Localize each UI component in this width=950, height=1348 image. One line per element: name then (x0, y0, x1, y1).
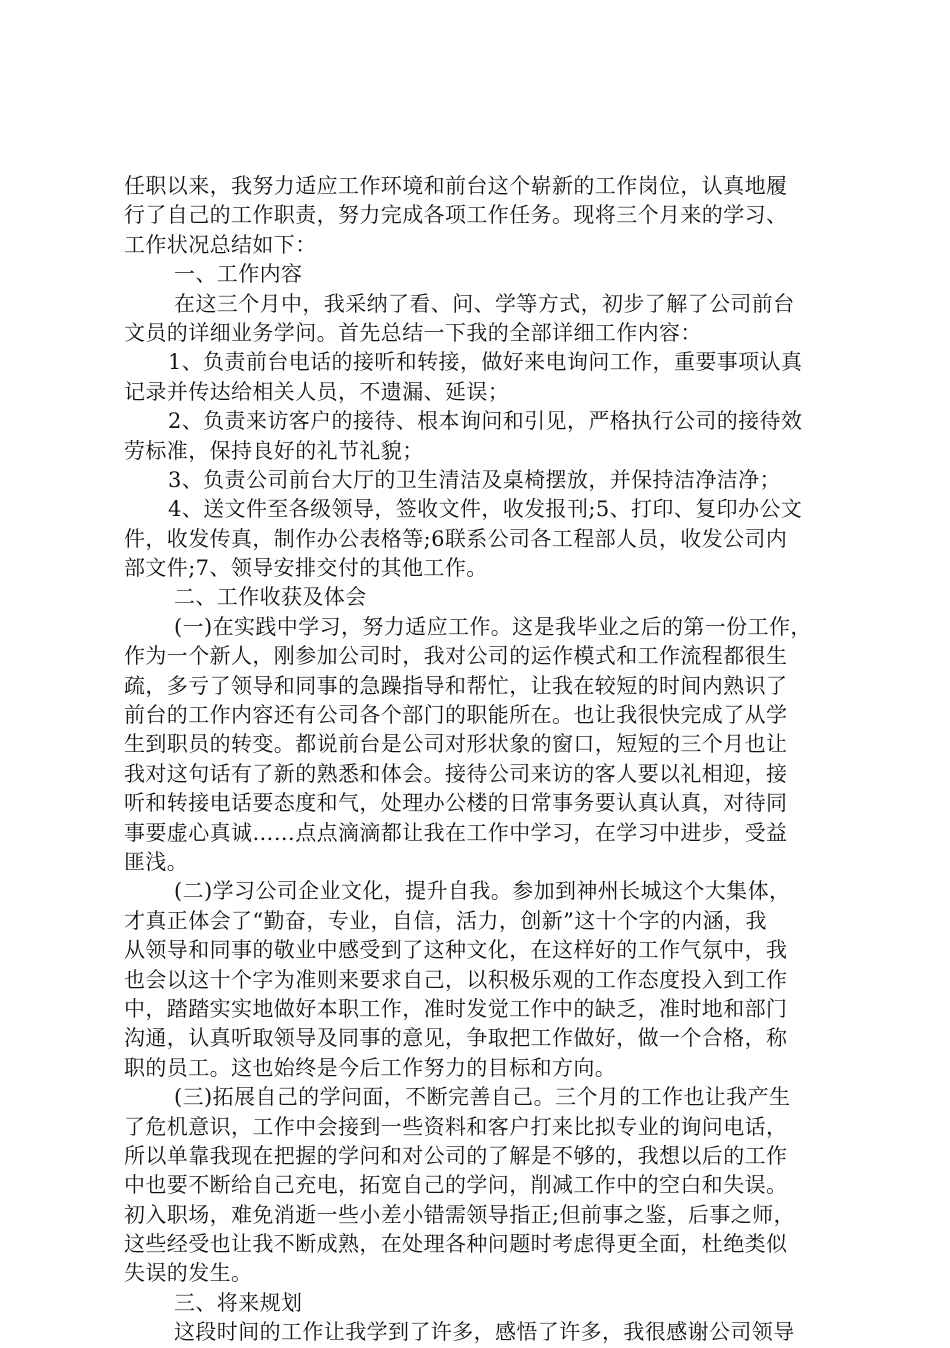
text-line: 我对这句话有了新的熟悉和体会。接待公司来访的客人要以礼相迎，接 (124, 761, 788, 786)
text-line: (二)学习公司企业文化，提升自我。参加到神州长城这个大集体， (174, 879, 791, 904)
text-line: 中也要不断给自己充电，拓宽自己的学问，削减工作中的空白和失误。 (124, 1173, 788, 1198)
text-line: 1、负责前台电话的接听和转接，做好来电询问工作，重要事项认真 (168, 350, 803, 375)
text-line: 这段时间的工作让我学到了许多，感悟了许多，我很感谢公司领导 (174, 1320, 795, 1345)
text-line: 匪浅。 (124, 849, 189, 874)
text-line: 职的员工。这也始终是今后工作努力的目标和方向。 (124, 1055, 617, 1080)
text-line: (一)在实践中学习，努力适应工作。这是我毕业之后的第一份工作， (174, 614, 812, 639)
text-line: 才真正体会了“勤奋，专业，自信，活力，创新”这十个字的内涵，我 (124, 908, 767, 933)
text-line: 疏，多亏了领导和同事的急躁指导和帮忙，让我在较短的时间内熟识了 (124, 673, 788, 698)
text-line: 3、负责公司前台大厅的卫生清洁及桌椅摆放，并保持洁净洁净； (168, 467, 781, 492)
text-line: 中，踏踏实实地做好本职工作，准时发觉工作中的缺乏，准时地和部门 (124, 996, 788, 1021)
text-line: 了危机意识，工作中会接到一些资料和客户打来比拟专业的询问电话， (124, 1114, 788, 1139)
text-line: 行了自己的工作职责，努力完成各项工作任务。现将三个月来的学习、 (124, 203, 788, 228)
text-line: 前台的工作内容还有公司各个部门的职能所在。也让我很快完成了从学 (124, 703, 788, 728)
text-line: 从领导和同事的敬业中感受到了这种文化，在这样好的工作气氛中，我 (124, 938, 788, 963)
text-line: 事要虚心真诚……点点滴滴都让我在工作中学习，在学习中进步，受益 (124, 820, 788, 845)
text-line: 生到职员的转变。都说前台是公司对形状象的窗口，短短的三个月也让 (124, 732, 788, 757)
text-line: 这些经受也让我不断成熟，在处理各种问题时考虑得更全面，杜绝类似 (124, 1232, 788, 1257)
text-line: 作为一个新人，刚参加公司时，我对公司的运作模式和工作流程都很生 (124, 644, 788, 669)
text-line: 在这三个月中，我采纳了看、问、学等方式，初步了解了公司前台 (174, 291, 795, 316)
document-body (124, 172, 844, 1348)
section-heading: 一、工作内容 (174, 262, 303, 287)
text-line: 也会以这十个字为准则来要求自己，以积极乐观的工作态度投入到工作 (124, 967, 788, 992)
section-heading: 二、工作收获及体会 (174, 585, 367, 610)
text-line: 所以单靠我现在把握的学问和对公司的了解是不够的，我想以后的工作 (124, 1143, 788, 1168)
text-line: 沟通，认真听取领导及同事的意见，争取把工作做好，做一个合格，称 (124, 1026, 788, 1051)
text-line: 失误的发生。 (124, 1261, 253, 1286)
text-line: 2、负责来访客户的接待、根本询问和引见，严格执行公司的接待效 (168, 409, 803, 434)
text-line: 任职以来，我努力适应工作环境和前台这个崭新的工作岗位，认真地履 (124, 174, 788, 198)
text-line: 部文件;7、领导安排交付的其他工作。 (124, 556, 488, 581)
text-line: (三)拓展自己的学问面，不断完善自己。三个月的工作也让我产生 (174, 1085, 791, 1110)
text-line: 4、送文件至各级领导，签收文件，收发报刊;5、打印、复印办公文 (168, 497, 803, 522)
text-line: 听和转接电话要态度和气，处理办公楼的日常事务要认真认真，对待同 (124, 791, 788, 816)
section-heading: 三、将来规划 (174, 1290, 303, 1315)
text-line: 文员的详细业务学问。首先总结一下我的全部详细工作内容： (124, 320, 702, 345)
text-line: 工作状况总结如下： (124, 232, 317, 257)
text-line: 件，收发传真，制作办公表格等;6联系公司各工程部人员，收发公司内 (124, 526, 788, 551)
text-line: 初入职场，难免消逝一些小差小错需领导指正;但前事之鉴，后事之师， (124, 1202, 795, 1227)
text-line: 记录并传达给相关人员，不遗漏、延误； (124, 379, 510, 404)
text-line: 劳标准，保持良好的礼节礼貌； (124, 438, 424, 463)
